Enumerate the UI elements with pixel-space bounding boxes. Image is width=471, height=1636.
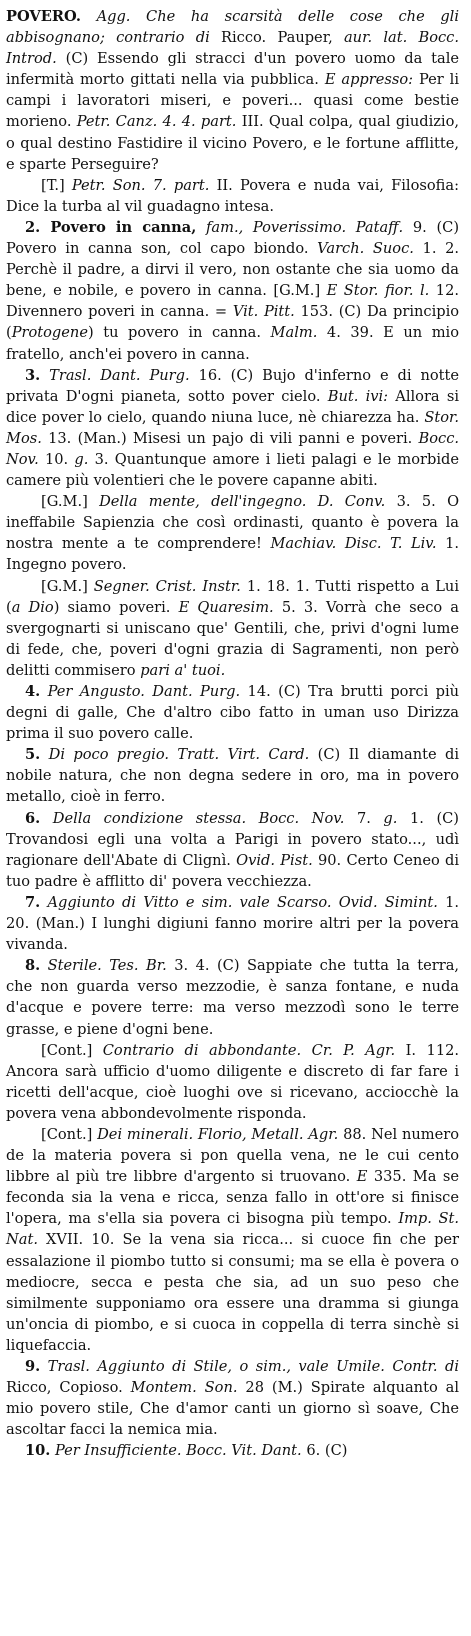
citation-source: Machiav. Disc. T. Liv. bbox=[270, 535, 437, 553]
source-tag: [Cont.] bbox=[41, 1125, 93, 1143]
quote-text: Bujo d'inferno e di notte privata D'ogni pianeta, sotto pover cielo. bbox=[6, 366, 459, 405]
sense-10 bbox=[6, 1440, 459, 1461]
sense-4 bbox=[6, 681, 459, 744]
source-tag: [G.M.] bbox=[273, 282, 321, 300]
sense-number: 5. bbox=[24, 746, 41, 764]
quote-text: Sappiate che tutta la terra, che non guarda verso mezzodie, è sanza fontane, e nuda d'acque e povere terre: ma verso mezzodì sono le terre grasse, e piene d'ogni bene. bbox=[6, 957, 460, 1038]
citation-number: 1. 2. bbox=[422, 240, 460, 258]
citation-source: Petr. Son. 7. part. bbox=[71, 176, 210, 194]
citation-number: 1. 18. 1. bbox=[246, 577, 310, 595]
sense-definition: Contrario di abbondante. Cr. P. Agr. bbox=[102, 1041, 396, 1059]
sense-segner bbox=[6, 576, 459, 681]
sense-definition: Per Angusto. Dant. Purg. bbox=[47, 683, 241, 700]
entry-main-paragraph bbox=[6, 6, 459, 175]
citation-number: 88. bbox=[343, 1125, 367, 1143]
quote-text: ) tu povero in canna. bbox=[87, 324, 261, 342]
citation-source: aur. lat. Bocc. Introd. bbox=[6, 29, 459, 68]
gloss: Protogene bbox=[11, 324, 88, 342]
source-tag: (C) bbox=[436, 809, 459, 827]
roman-numeral: XVII. bbox=[46, 1231, 84, 1249]
citation-source: Ovid. Pist. bbox=[236, 851, 313, 869]
sense-definition: Di poco pregio. Tratt. Virt. Card. bbox=[48, 746, 310, 764]
sense-number: 8. bbox=[24, 957, 41, 975]
citation-number: 16. bbox=[198, 366, 222, 384]
quote-text: Ancora sarà ufficio d'uomo diligente e discreto di far fare i ricetti dell'acque, cioè luoghi ove si ricevano, acciocchè la povera vena abbondevolmente risponda. bbox=[6, 1062, 459, 1122]
citation-source: g. bbox=[74, 450, 89, 468]
citation-number: 13. bbox=[48, 429, 72, 447]
citation-source: Varch. Suoc. bbox=[317, 240, 414, 258]
citation-number: 6. bbox=[306, 1442, 321, 1460]
citation-number: 153. bbox=[300, 303, 333, 321]
citation-number: 9. bbox=[412, 218, 427, 236]
synonym: Ricco. Pauper, bbox=[221, 29, 333, 47]
entry-paragraph bbox=[6, 175, 459, 217]
sense-number: 9. bbox=[24, 1358, 41, 1375]
citation-number: 3. bbox=[94, 450, 109, 468]
citation-source: E bbox=[356, 1168, 368, 1186]
source-tag: [G.M.] bbox=[41, 493, 88, 511]
citation-number: 10. bbox=[44, 450, 69, 468]
citation-source: E appresso: bbox=[324, 71, 414, 89]
source-tag: (C) bbox=[216, 957, 240, 975]
citation-source: E Quaresim. bbox=[178, 598, 274, 616]
quote-text-italic: pari a' tuoi. bbox=[140, 661, 226, 679]
source-tag: (C) bbox=[65, 50, 89, 68]
sense-number: 6. bbox=[24, 809, 41, 827]
citation-number: 4. 39. bbox=[326, 324, 374, 342]
quote-text: Quantunque amore i lieti palagi e le morbide camere più volentieri che le povere capanne abiti. bbox=[6, 450, 459, 490]
citation-source: Malm. bbox=[270, 324, 318, 342]
sense-definition: Aggiunto di Vitto e sim. vale Scarso. Ovid. Simint. bbox=[47, 893, 438, 911]
citation-number: 10. bbox=[91, 1231, 115, 1249]
sense-number: 2. Povero in canna, bbox=[24, 218, 197, 236]
quote-text: Perchè il padre, a dirvi il vero, non ostante che sia uomo da bene, e nobile, e povero in canna. bbox=[6, 261, 459, 300]
headword: POVERO. bbox=[6, 8, 81, 25]
source-tag: (C) bbox=[317, 746, 341, 764]
citation-number: 28 bbox=[245, 1379, 264, 1397]
quote-text: 5. O ineffabile Sapienzia che così ordinasti, quanto è povera la nostra mente a te comprendere! bbox=[6, 493, 460, 553]
citation-number: 3. 4. bbox=[174, 957, 210, 975]
quote-text: Se la vena sia ricca... si cuoce fin che per essalazione il piombo tutto si consumi; ma se ella è povera o mediocre, secca e pesta che sia, ad un suo peso che similmente supponiamo ora essere una dramma si giunga un'oncia di piombo, e si cuoca in coppella di terra sinchè si liquefaccia. bbox=[6, 1231, 460, 1354]
quote-text: E un mio fratello, anch'ei povero in canna. bbox=[6, 324, 460, 363]
quote-text: Ingegno povero. bbox=[6, 556, 127, 574]
quote-text: Tutti rispetto a Lui ( bbox=[6, 577, 459, 616]
quote-text: Il diamante di nobile natura, che non degna sedere in oro, ma in povero metallo, cioè in ferro. bbox=[6, 746, 460, 806]
quote-text: Tra brutti porci più degni di galle, Che d'altro cibo fatto in uman uso Dirizza prima il suo povero calle. bbox=[6, 683, 460, 743]
gloss: a Dio bbox=[11, 598, 54, 616]
source-tag: (M.) bbox=[271, 1379, 303, 1397]
citation-source: Bocc. Nov. bbox=[6, 429, 460, 468]
quote-text: Ma se feconda sia la vena e ricca, senza fallo in ott'ore si finisce l'opera, ma s'ella sia povera ci bisogna più tempo. bbox=[6, 1168, 459, 1228]
source-tag: [G.M.] bbox=[41, 577, 88, 595]
source-tag: (C) bbox=[324, 1442, 348, 1460]
citation-number: I. 112. bbox=[405, 1041, 460, 1059]
sense-number: 7. bbox=[24, 893, 41, 911]
quote-text: ) siamo poveri. bbox=[53, 598, 171, 616]
citation-number: 3. bbox=[396, 493, 411, 511]
quote-text: Trovandosi egli una volta a Parigi in povero stato..., udì ragionare dell'Abate di Clignì. bbox=[6, 830, 459, 869]
sense-definition: fam., Poverissimo. Pataff. bbox=[206, 218, 404, 236]
sense-5 bbox=[6, 744, 459, 807]
source-tag: (C) bbox=[436, 218, 460, 236]
sense-definition: Per Insufficiente. Bocc. Vit. Dant. bbox=[55, 1442, 302, 1460]
citation-source: Segner. Crist. Instr. bbox=[93, 577, 241, 595]
synonym: Ricco, Copioso. bbox=[6, 1379, 123, 1397]
sense-6 bbox=[6, 808, 459, 892]
citation-number: 1. 20. bbox=[6, 893, 460, 933]
sense-9 bbox=[6, 1356, 459, 1440]
citation-source: But. ivi: bbox=[327, 387, 389, 405]
source-tag: (C) bbox=[278, 683, 301, 700]
quote-text: Essendo gli stracci d'un povero uomo da tale infermità morto gittati nella via pubblica. bbox=[6, 50, 460, 89]
quote-text: Vorrà che seco a svergognarti si uniscano que' Gentili, che, privi d'ogni lume di fede, che, poveri d'ogni grazia di Sagramenti, non però delitti commisero bbox=[6, 598, 460, 679]
citation-source: Montem. Son. bbox=[130, 1379, 238, 1397]
sense-definition: Trasl. Dant. Purg. bbox=[49, 366, 190, 384]
citation-number: 1. bbox=[445, 535, 460, 553]
citation-number: 5. 3. bbox=[281, 598, 318, 616]
sense-number: 3. bbox=[24, 366, 41, 384]
citation-source: Vit. Pitt. bbox=[232, 303, 295, 321]
sense-2 bbox=[6, 217, 459, 365]
quote-text: I lunghi digiuni fanno morire altri per la povera vivanda. bbox=[6, 915, 460, 954]
sense-7 bbox=[6, 892, 459, 955]
definition: Agg. Che ha scarsità delle cose che gli abbisognano; contrario di bbox=[6, 8, 460, 47]
citation-source: E Stor. fior. l. bbox=[326, 282, 430, 300]
source-tag: (Man.) bbox=[35, 915, 85, 933]
source-tag: (C) bbox=[230, 366, 254, 384]
quote-text: Da principio ( bbox=[6, 303, 460, 342]
source-tag: [Cont.] bbox=[41, 1041, 93, 1059]
sense-definition: Della condizione stessa. Bocc. Nov. bbox=[52, 809, 345, 827]
citation-source: g. bbox=[383, 809, 398, 827]
quote-text: Qual colpa, qual giudizio, o qual destino Fastidire il vicino Povero, e le fortune afflitte, e sparte Perseguire? bbox=[6, 113, 460, 173]
quote-text: Per li campi i lavoratori miseri, e poveri... quasi come bestie morieno. bbox=[6, 71, 460, 131]
sense-mente bbox=[6, 491, 459, 575]
roman-numeral: III. bbox=[241, 113, 264, 131]
sense-definition: Trasl. Aggiunto di Stile, o sim., vale Umile. Contr. di bbox=[47, 1358, 459, 1375]
citation-source: Stor. Mos. bbox=[6, 408, 459, 447]
citation-source: Imp. St. Nat. bbox=[6, 1210, 460, 1249]
quote-text: Povera e nuda vai, Filosofia: Dice la turba al vil guadagno intesa. bbox=[6, 176, 459, 215]
source-tag: (Man.) bbox=[77, 429, 127, 447]
quote-text: Misesi un pajo di vili panni e poveri. bbox=[132, 429, 413, 447]
source-tag: [T.] bbox=[41, 176, 65, 194]
quote-text: Spirate alquanto al mio povero stile, Che d'amor canti un giorno sì soave, Che ascoltar facci la nemica mia. bbox=[6, 1379, 459, 1439]
citation-number: 90. bbox=[317, 851, 342, 869]
sense-number: 4. bbox=[24, 683, 41, 700]
sense-definition: Dei minerali. Florio, Metall. Agr. bbox=[97, 1125, 339, 1143]
sense-definition: Della mente, dell'ingegno. D. Conv. bbox=[99, 493, 386, 511]
sense-abbondante bbox=[6, 1040, 459, 1124]
quote-text: Divennero poveri in canna. = bbox=[6, 303, 228, 321]
citation-number: 12. bbox=[435, 282, 459, 300]
quote-text: Allora si dice pover lo cielo, quando niuna luce, nè chiarezza ha. bbox=[6, 387, 460, 426]
sense-3 bbox=[6, 365, 459, 492]
citation-number: 1. bbox=[409, 809, 424, 827]
sense-minerali bbox=[6, 1124, 459, 1356]
citation-source: Petr. Canz. 4. 4. part. bbox=[76, 113, 237, 131]
sense-definition: Sterile. Tes. Br. bbox=[47, 957, 167, 975]
quote-text: Povero in canna son, col capo biondo. bbox=[6, 240, 309, 258]
sense-8 bbox=[6, 955, 459, 1039]
sense-number: 10. bbox=[24, 1442, 51, 1460]
source-tag: (C) bbox=[338, 303, 362, 321]
citation-number: 14. bbox=[247, 683, 271, 700]
citation-number: 7. bbox=[356, 809, 371, 827]
citation-number: 335. bbox=[373, 1168, 407, 1186]
roman-numeral: II. bbox=[216, 176, 233, 194]
quote-text: Nel numero de la materia povera si pon quella vena, ne le cui cento libbre al più tre libbre d'argento si truovano. bbox=[6, 1125, 460, 1186]
quote-text: Certo Ceneo di tuo padre è afflitto di' povera vecchiezza. bbox=[6, 851, 460, 890]
